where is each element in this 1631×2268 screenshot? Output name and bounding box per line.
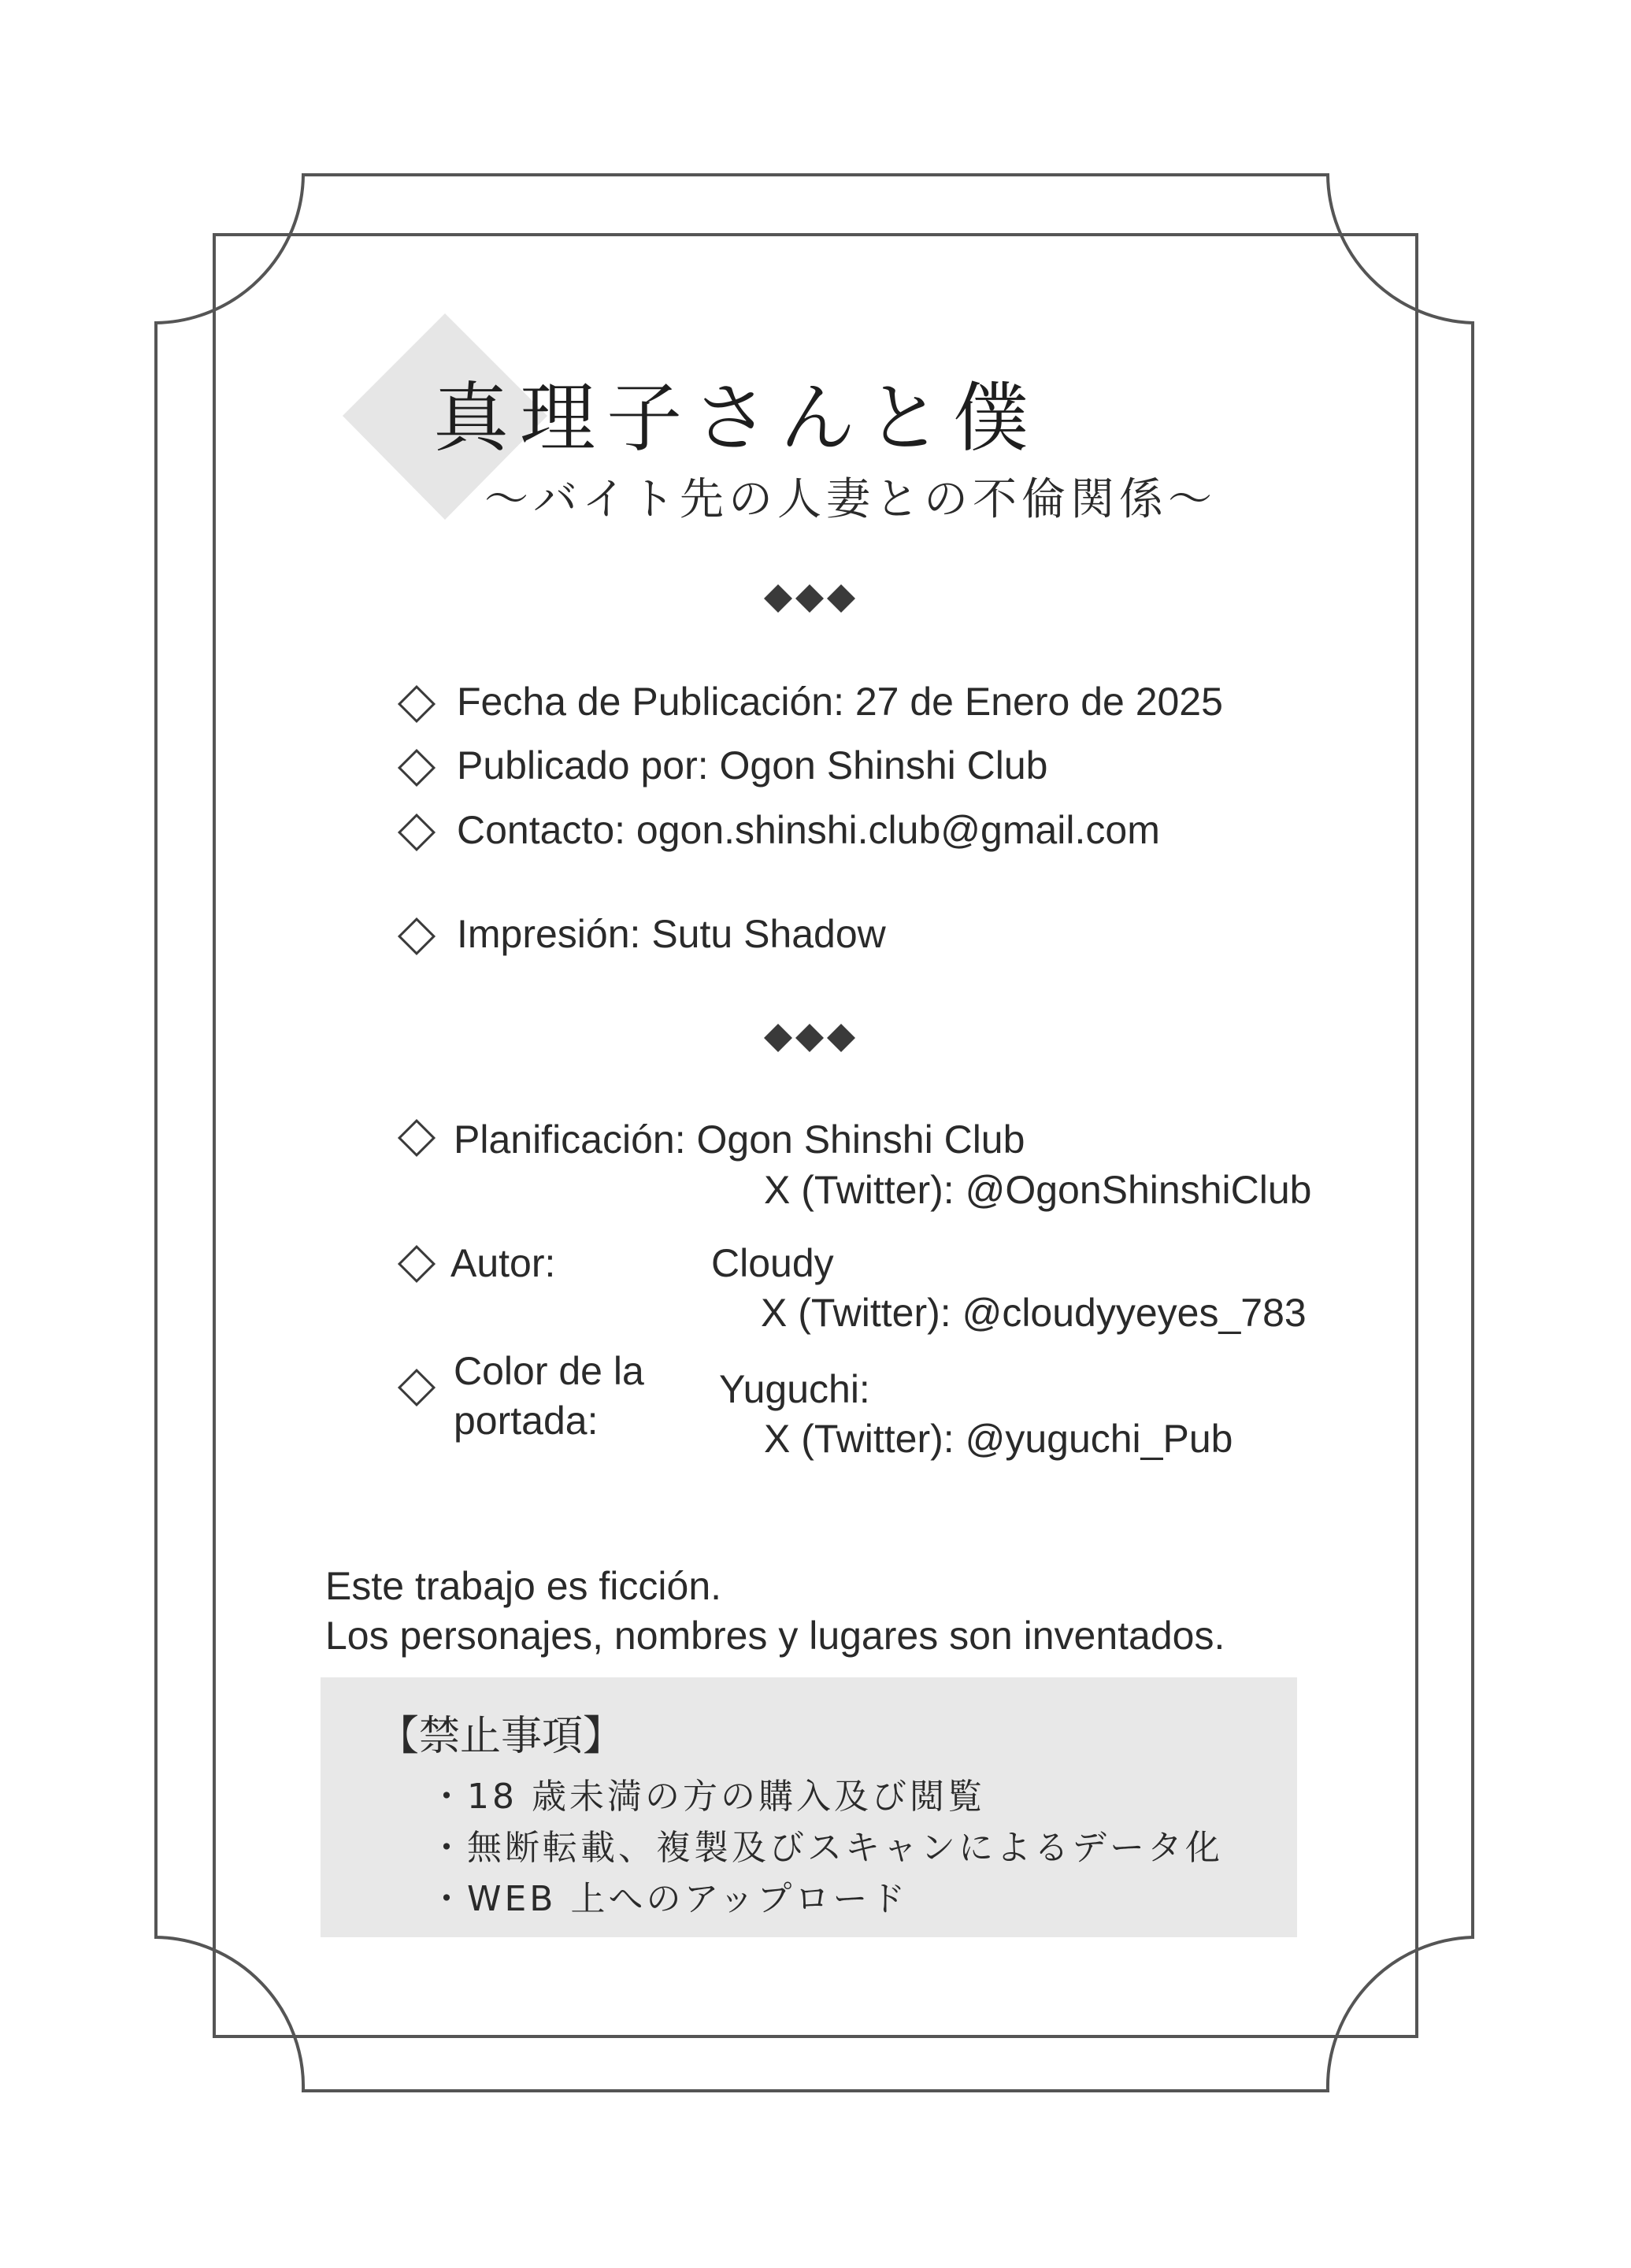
book-title: 真理子さんと僕 <box>433 374 1040 462</box>
author-twitter: X (Twitter): @cloudyyeyes_783 <box>761 1291 1307 1335</box>
prohibition-item: ・WEB 上へのアップロード <box>429 1879 909 1919</box>
cover-color-twitter: X (Twitter): @yuguchi_Pub <box>764 1417 1233 1461</box>
prohibition-item: ・18 歳未満の方の購入及び閲覧 <box>429 1777 985 1817</box>
separator-diamonds <box>762 1022 857 1054</box>
fiction-disclaimer-line1: Este trabajo es ficción. <box>325 1564 722 1608</box>
cover-color-label-line2: portada: <box>454 1399 599 1443</box>
fiction-disclaimer-line2: Los personajes, nombres y lugares son inventados. <box>325 1614 1225 1658</box>
book-subtitle: ～バイト先の人妻との不倫関係～ <box>484 474 1217 525</box>
separator-diamonds <box>762 583 857 614</box>
planning-credit: Planificación: Ogon Shinshi Club <box>454 1117 1025 1162</box>
prohibition-item: ・無断転載、複製及びスキャンによるデータ化 <box>429 1828 1223 1868</box>
cover-color-label-line1: Color de la <box>454 1349 644 1393</box>
cover-color-name: Yuguchi: <box>719 1367 870 1411</box>
contact: Contacto: ogon.shinshi.club@gmail.com <box>457 808 1160 852</box>
prohibitions-title: 【禁止事項】 <box>378 1713 625 1760</box>
title-diamond-decoration <box>0 0 1631 630</box>
author-label: Autor: <box>450 1241 556 1285</box>
publisher: Publicado por: Ogon Shinshi Club <box>457 743 1048 788</box>
planning-twitter: X (Twitter): @OgonShinshiClub <box>764 1168 1312 1212</box>
publication-date: Fecha de Publicación: 27 de Enero de 2025 <box>457 680 1223 724</box>
printing: Impresión: Sutu Shadow <box>457 912 886 956</box>
author-name: Cloudy <box>711 1241 834 1285</box>
